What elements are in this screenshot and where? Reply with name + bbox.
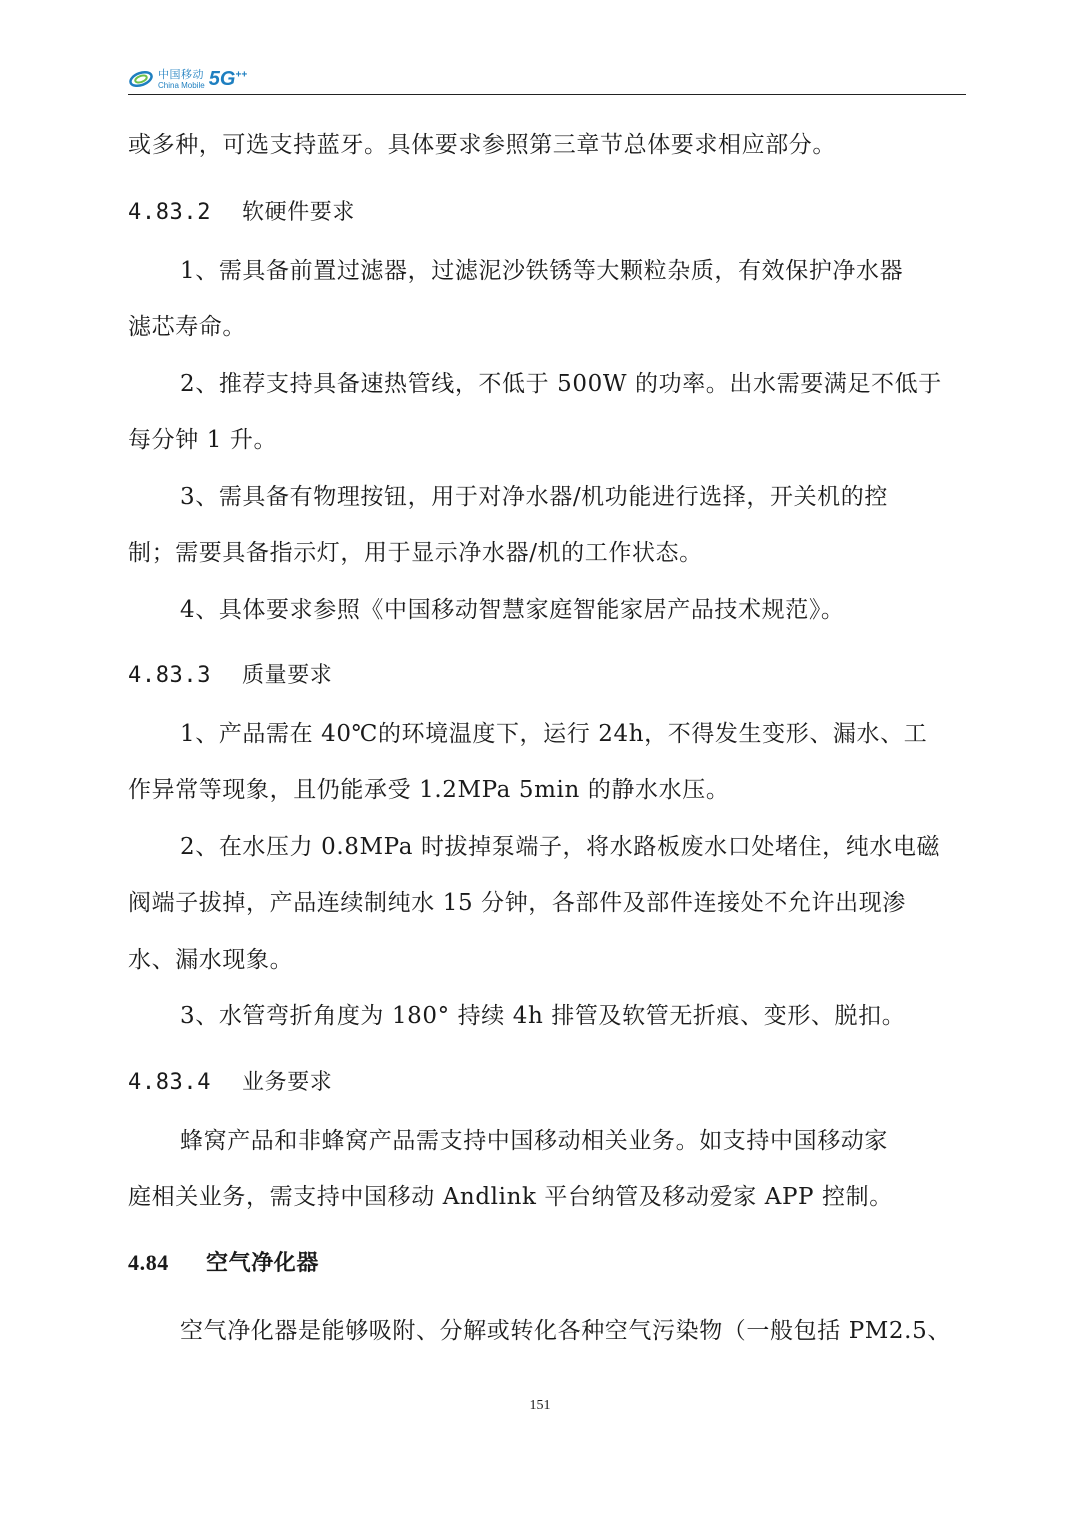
paragraph-line: 蜂窝产品和非蜂窝产品需支持中国移动相关业务。如支持中国移动家 (180, 1128, 888, 1154)
heading-number: 4.83.2 (128, 200, 212, 225)
paragraph-line: 空气净化器是能够吸附、分解或转化各种空气污染物（一般包括 PM2.5、 (180, 1318, 951, 1344)
paragraph-line: 水、漏水现象。 (128, 947, 294, 973)
paragraph-line: 滤芯寿命。 (128, 314, 246, 340)
paragraph-line: 2、推荐支持具备速热管线，不低于 500W 的功率。出水需要满足不低于 (180, 371, 942, 397)
paragraph-line: 或多种，可选支持蓝牙。具体要求参照第三章节总体要求相应部分。 (128, 132, 836, 158)
logo-english-text: China Mobile (158, 80, 205, 90)
paragraph-line: 阀端子拔掉，产品连续制纯水 15 分钟，各部件及部件连接处不允许出现渗 (128, 890, 906, 916)
page-header (128, 58, 966, 96)
section-heading-4-83-4 (128, 1068, 332, 1098)
section-heading-4-83-2 (128, 198, 355, 228)
heading-number: 4.83.4 (128, 1070, 212, 1095)
paragraph-line: 制；需要具备指示灯，用于显示净水器/机的工作状态。 (128, 540, 703, 566)
paragraph-line: 每分钟 1 升。 (128, 427, 278, 453)
heading-title: 质量要求 (242, 663, 333, 688)
logo-chinese-text: 中国移动 (158, 67, 204, 81)
heading-title: 软硬件要求 (242, 200, 356, 225)
logo-5g: 5G++ (208, 67, 248, 90)
heading-title: 业务要求 (242, 1070, 333, 1095)
paragraph-line: 4、具体要求参照《中国移动智慧家庭智能家居产品技术规范》。 (180, 597, 845, 623)
paragraph-line: 2、在水压力 0.8MPa 时拔掉泵端子，将水路板废水口处堵住，纯水电磁 (180, 834, 941, 860)
heading-title: 空气净化器 (206, 1251, 320, 1276)
section-heading-4-83-3 (128, 661, 332, 691)
paragraph-line: 1、产品需在 40℃的环境温度下，运行 24h，不得发生变形、漏水、工 (180, 721, 928, 747)
paragraph-line: 作异常等现象，且仍能承受 1.2MPa 5min 的静水水压。 (128, 777, 730, 803)
header-rule (128, 94, 966, 95)
heading-number: 4.83.3 (128, 663, 212, 688)
china-mobile-swirl-icon (128, 66, 154, 92)
paragraph-line: 庭相关业务，需支持中国移动 Andlink 平台纳管及移动爱家 APP 控制。 (128, 1184, 893, 1210)
china-mobile-logo (128, 62, 247, 96)
heading-number: 4.84 (128, 1250, 169, 1275)
paragraph-line: 1、需具备前置过滤器，过滤泥沙铁锈等大颗粒杂质，有效保护净水器 (180, 258, 904, 284)
page-number: 151 (529, 1398, 551, 1413)
paragraph-line: 3、需具备有物理按钮，用于对净水器/机功能进行选择，开关机的控 (180, 484, 888, 510)
section-heading-4-84 (128, 1248, 319, 1279)
paragraph-line: 3、水管弯折角度为 180° 持续 4h 排管及软管无折痕、变形、脱扣。 (180, 1003, 906, 1029)
